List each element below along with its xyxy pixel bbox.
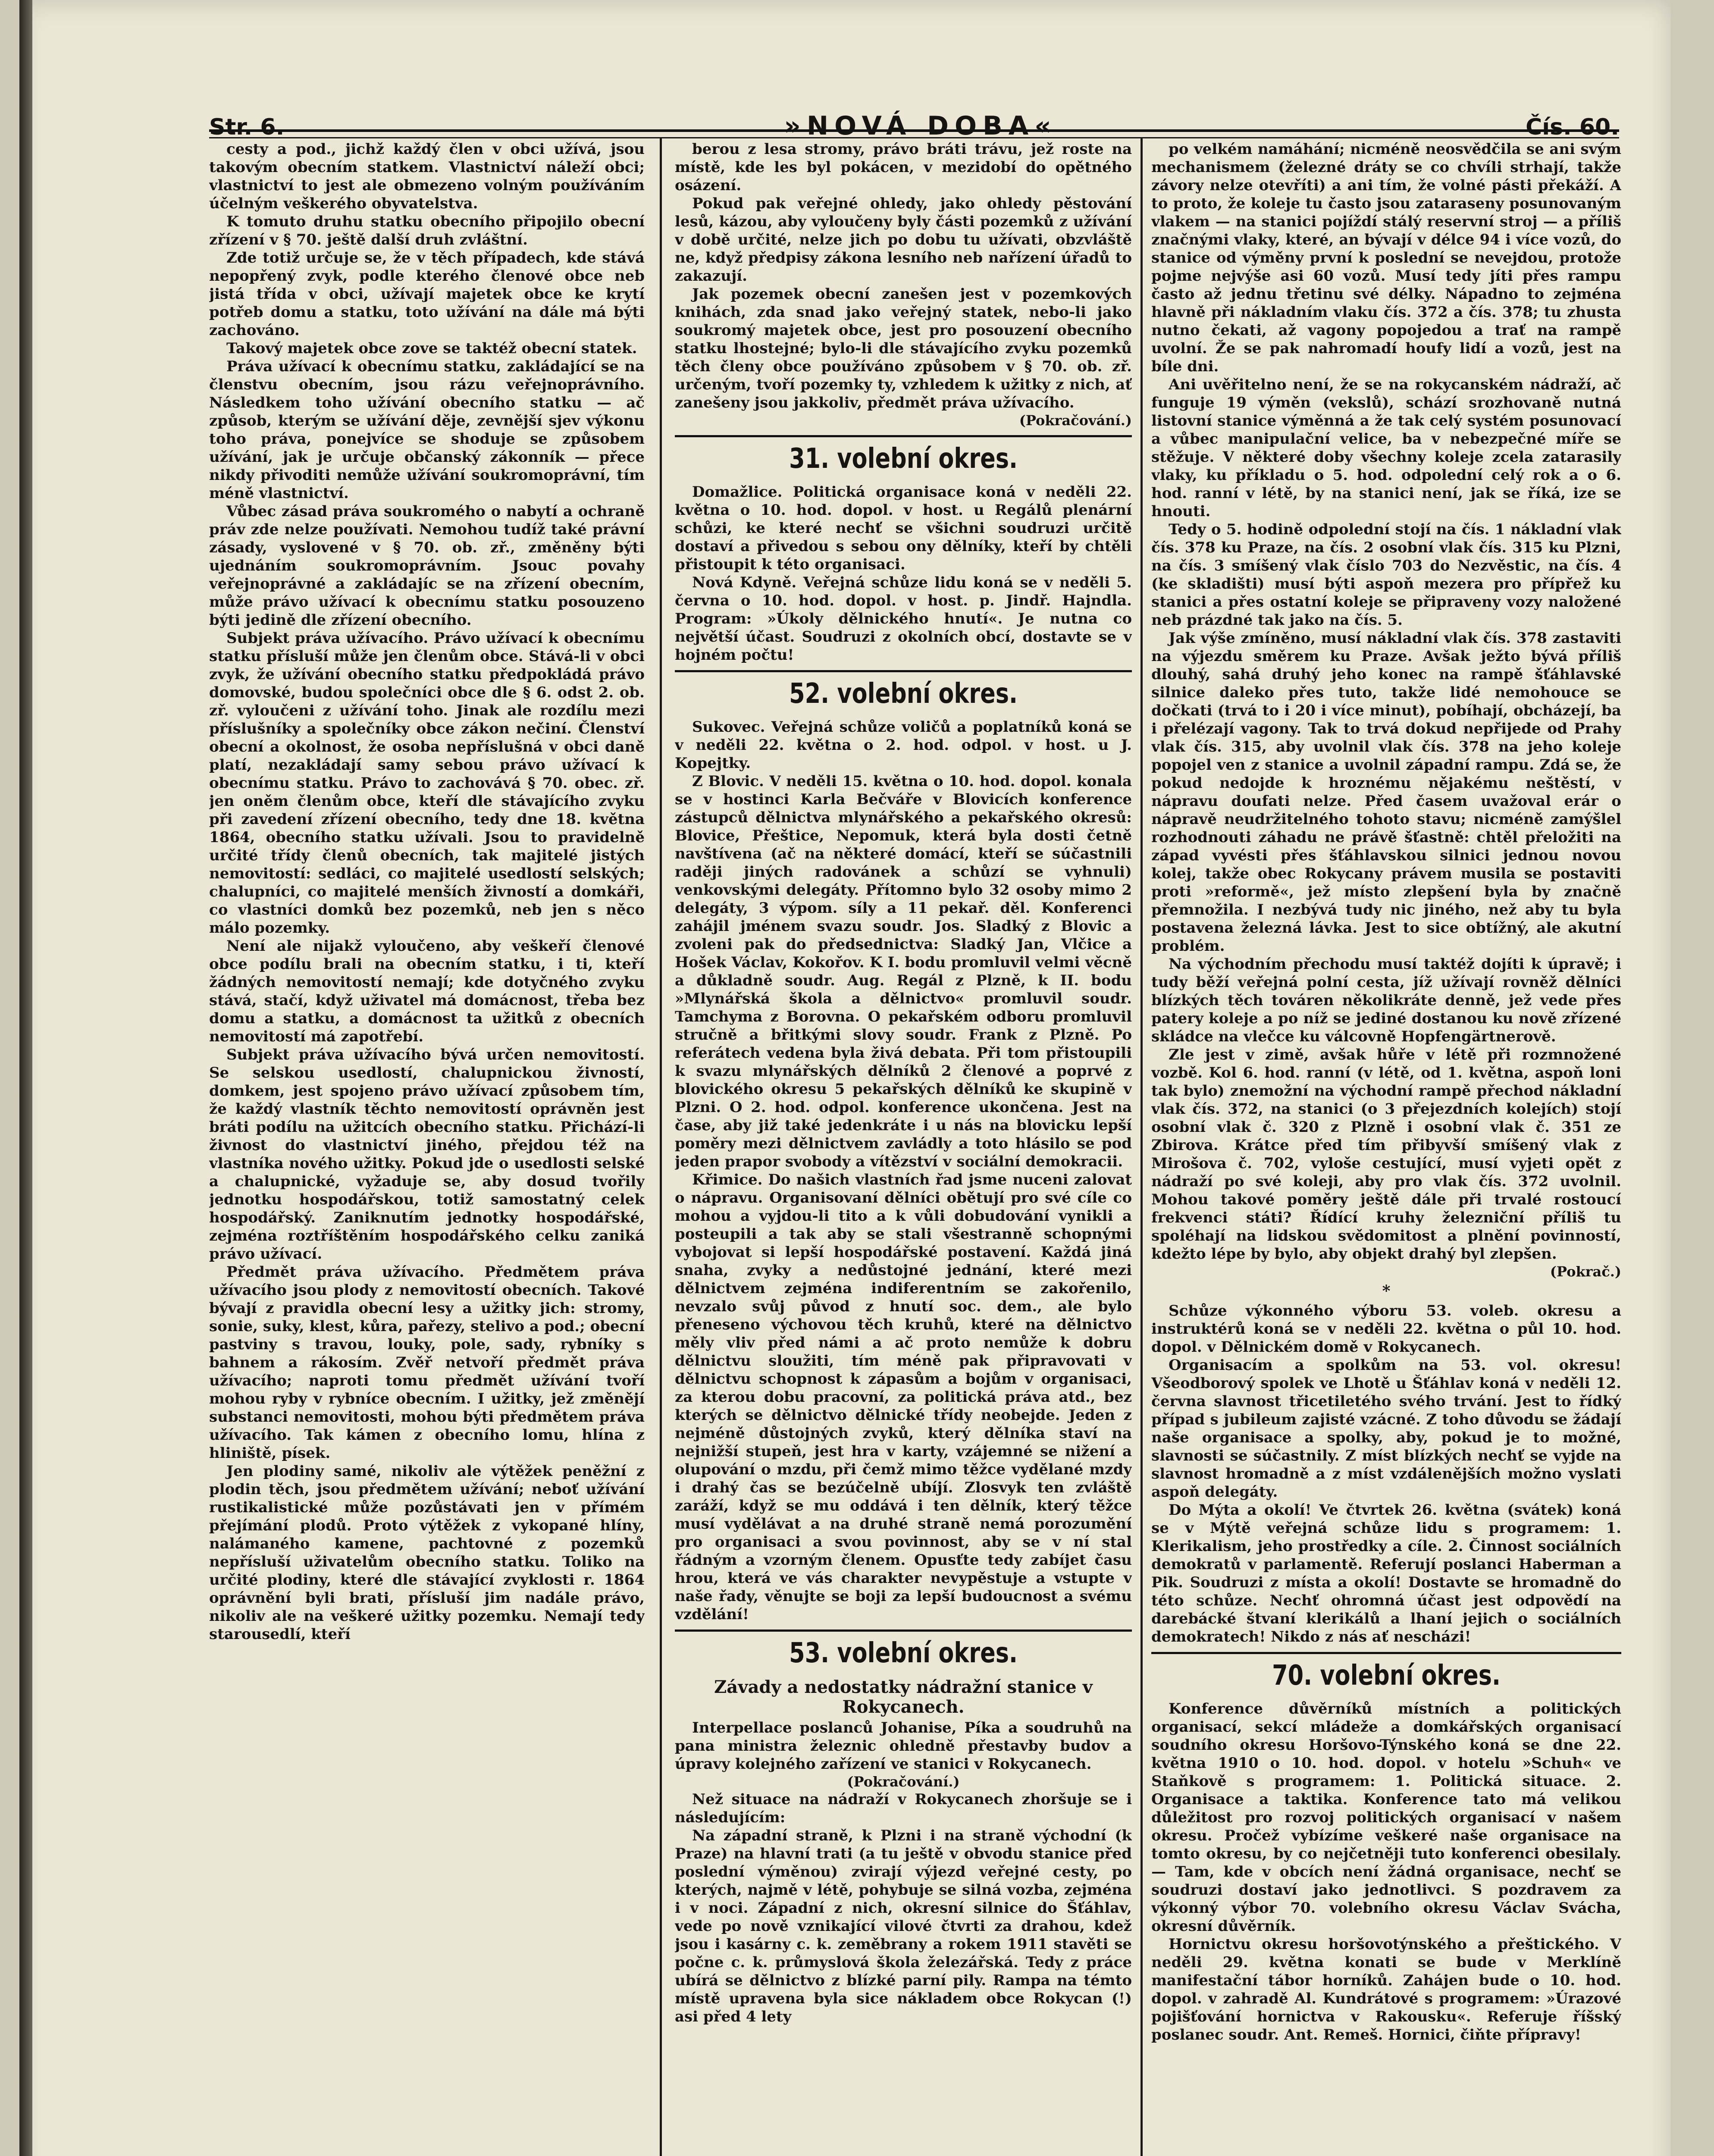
notice-paragraph: Schůze výkonného výboru 53. voleb. okresu a instruktérů koná se v neděli 22. května o půl 10. hod. dopol. v Dělnickém domě v Rokycanech. (1151, 1302, 1621, 1356)
page-header (209, 106, 1619, 144)
article-paragraph: Jen plodiny samé, nikoliv ale výtěžek peněžní z plodin těch, jsou předmětem užívání; neboť užívání rustikalistické může pozůstávati jen v přímém přejímání plodů. Proto výtěžek z vykopané hlíny, nalámaného kamene, pachtovné z pozemků nepřísluší uživatelům obecního statku. Toliko na určité plodiny, které dle stávající zvyklosti r. 1864 oprávnění byli brati, přísluší jim nadále právo, nikoliv ale na veškeré užitky pozemku. Nemají tedy starousedlí, kteří (209, 1463, 645, 1643)
article-paragraph: Subjekt práva užívacího bývá určen nemovitostí. Se selskou usedlostí, chalupnickou živností, domkem, jest spojeno právo užívací způsobem tím, že každý vlastník těchto nemovitostí oprávněn jest bráti podílu na užitcích obecního statku. Přichází-li živnost do vlastnictví jiného, přejdou též na vlastníka nového užitky. Pokud jde o usedlosti selské a chalupnické, vyžaduje se, aby dosud tvořily jednotku hospodářskou, totiž samostatný celek hospodářský. Zaniknutím jednotky hospodářské, zejména roztříštěním hospodářského celku zaniká právo užívací. (209, 1046, 645, 1263)
continuation-note: (Pokračování.) (847, 1774, 960, 1790)
section-title-31: 31. volební okres. (789, 443, 1018, 475)
column-2 (675, 140, 1132, 2156)
article-paragraph: Na západní straně, k Plzni i na straně východní (k Praze) na hlavní trati (a tu ještě v obvodu stanice před poslední výměnou) zvirají výjezd veřejné cesty, po kterých, najmě v létě, pohybuje se silná vozba, zejména i v noci. Západní z nich, okresní silnice do Šťáhlav, vede po nově vznikající vilové čtvrti za drahou, kdež jsou i kasárny c. k. zeměbrany a rokem 1911 stavěti se počne c. k. průmyslová škola železářská. Tedy z práce ubírá se dělnictvo z blízké parní pily. Rampa na témto místě upravena byla sice nákladem obce Rokycan (!) asi před 4 lety (675, 1827, 1132, 2025)
section-rule (675, 1630, 1132, 1632)
section-rule (675, 670, 1132, 672)
column-divider (660, 138, 662, 2156)
article-paragraph: Pokud pak veřejné ohledy, jako ohledy pěstování lesů, kázou, aby vyloučeny byly části pozemků z užívání v době určité, nelze jich po dobu tu užívati, obzvláště ne, když předpisy zákona lesního neb nařízení úřadů to zakazují. (675, 195, 1132, 285)
article-paragraph: Jak výše zmíněno, musí nákladní vlak čís. 378 zastaviti na výjezdu směrem ku Praze. Avšak ježto bývá příliš dlouhý, sahá druhý jeho konec na rampě šťáhlavské silnice daleko přes tuto, takže lidé nemohouce se dočkati (trvá to i 20 i více minut), pobíhají, obcházejí, ba i přelézají vagony. Tak to trvá dokud nepřijede od Prahy vlak čís. 315, aby uvolnil vlak čís. 378 na jeho koleje popojel ven z stanice a uvolnil západní rampu. Zdá se, že pokud nedojde k hroznému nějakému neštěstí, v nápravu doufati nelze. Před časem uvažoval erár o nápravě neudržitelného tohoto stavu; nicméně zamýšlel rozhodnouti záhadu ne právě šťastně: chtěl přeložiti na západ vyvésti přes šťáhlavskou silnici jednou novou kolej, takže obec Rokycany právem musila se postaviti proti »reformě«, jež místo zlepšení byla by značně přemnožila. I nezbývá tudy nic jiného, než aby tu byla postavena železná lávka. Jest to sice obtížný, ale akutní problém. (1151, 630, 1621, 955)
article-paragraph: po velkém namáhání; nicméně neosvědčila se ani svým mechanismem (železné dráty se co chvíli strhají, takže závory nelze otevříti) a ani tím, že volné pásti překáží. A to proto, že koleje tu často jsou zataraseny posunovaným vlakem — na stanici pojíždí stálý reservní stroj — a příliš značnými vlaky, které, an bývají v délce 94 i více vozů, do stanice od výměny první k poslední se nevejdou, protože pojme nejvýše asi 60 vozů. Musí tedy jíti přes rampu často až jednu třetinu své délky. Nápadno to zejména hlavně při nákladním vlaku čís. 372 a čís. 378; tu zhusta nutno čekati, až vagony popojedou a trať na rampě uvolní. Že se pak nahromadí houfy lidí a vozů, jest na bíle dni. (1151, 141, 1621, 375)
article-paragraph: Tedy o 5. hodině odpolední stojí na čís. 1 nákladní vlak čís. 378 ku Praze, na čís. 2 osobní vlak čís. 315 ku Plzni, na čís. 3 smíšený vlak číslo 703 do Nezvěstic, na čís. 4 (ke skladišti) musí býti aspoň mezera pro přípřež ku stanici a přes ostatní koleje se připraveny vozy naložené neb prázdné tak jako na čís. 5. (1151, 521, 1621, 629)
header-rule (209, 129, 1619, 138)
section-rule (675, 435, 1132, 437)
section-title-52: 52. volební okres. (789, 678, 1018, 710)
article-paragraph: Na východním přechodu musí taktéž dojíti k úpravě; i tudy běží veřejná polní cesta, jíž užívají rovněž dělníci blízkých těch továren několikráte denně, jež vede přes patery koleje a po níž se jediné dostanou ku nově zřízené skládce na vlečce ku válcovně Hopfengärtnerově. (1151, 956, 1621, 1045)
article-paragraph: Předmět práva užívacího. Předmětem práva užívacího jsou plody z nemovitostí obecních. Takové bývají z pravidla obecní lesy a užitky jich: stromy, sonie, suky, klest, kůra, pařezy, stelivo a pod.; obecní pastviny s travou, louky, pole, sady, rybníky s bahnem a rákosím. Zvěř netvoří předmět práva užívacího; naproti tomu předmět užívání tvoří mohou ryby v rybníce obecním. I užitky, jež změnějí substanci nemovitosti, mohou býti předmětem práva užívacího. Tak kámen z obecního lomu, hlína z hliniště, písek. (209, 1263, 645, 1462)
continuation-note: (Pokrač.) (1550, 1263, 1621, 1280)
page-spine-shadow (19, 0, 32, 2156)
article-paragraph: Není ale nijakž vyloučeno, aby veškeří členové obce podílu brali na obecním statku, i ti, kteří žádných nemovitostí nemají; kde dotyčného zvyku stává, stačí, když uživatel má domácnost, třeba bez domu a statku, a domácnost ta užitků z obecních nemovitostí má zapotřebí. (209, 937, 645, 1045)
separator-asterisk: * (1382, 1282, 1391, 1300)
notice-paragraph: Sukovec. Veřejná schůze voličů a poplatníků koná se v neděli 22. května o 2. hod. odpol. v host. u J. Kopejtky. (675, 718, 1132, 772)
section-title-53: 53. volební okres. (789, 1637, 1018, 1669)
column-divider (1141, 138, 1143, 2156)
section-rule (1151, 1652, 1621, 1654)
article-paragraph: Subjekt práva užívacího. Právo užívací k obecnímu statku přísluší může jen členům obce. Stává-li v obci zvyk, že užívání obecního statku předpokládá právo domovské, budou společníci obce dle § 6. odst 2. ob. zř. vyloučeni z užívání toho. Jinak ale rozdílu mezi příslušníky a společníky obce zákon nečiní. Členství obecní a okolnost, že osoba nepříslušná v obci daně platí, nezakládají samy sebou právo užívací k obecnímu statku. Právo to zachovává § 70. obec. zř. jen oněm členům obce, kteří dle stávajícího zvyku při zavedení zřízení obecního, tedy dne 18. května 1864, obecního statku užívali. Jsou to pravidelně určité třídy členů obecních, tak majitelé jistých nemovitostí: sedláci, co majitelé usedlostí selských; chalupníci, co majitelé menších živností a domkáři, co vlastníci domků bez pozemků, neb jen s něco málo pozemky. (209, 630, 645, 937)
notice-paragraph: Hornictvu okresu horšovotýnského a přeštického. V neděli 29. května konati se bude v Merklíně manifestační tábor horníků. Zahájen bude o 10. hod. dopol. v zahradě Al. Kundrátové s programem: »Úrazové pojišťování hornictva v Rakousku«. Referuje říšský poslanec soudr. Ant. Remeš. Hornici, čiňte přípravy! (1151, 1936, 1621, 2043)
column-3 (1151, 140, 1621, 2156)
article-paragraph: Než situace na nádraží v Rokycanech zhoršuje se i následujícím: (675, 1791, 1132, 1826)
article-heading: Závady a nedostatky nádražní stanice v Rokycanech. (714, 1677, 1093, 1717)
newspaper-page (19, 0, 1671, 2156)
column-1 (209, 140, 645, 2156)
article-paragraph: Zle jest v zimě, avšak hůře v létě při rozmnožené vozbě. Kol 6. hod. ranní (v létě, od 1. května, aspoň loni tak bylo) znemožní na východní rampě přechod nákladní vlak čís. 372, na stanici (o 3 přejezdních kolejích) stojí osobní vlak č. 320 z Plzně i osobní vlak č. 351 ze Zbirova. Krátce před tím přibyvší smíšený vlak z Mirošova č. 702, vyloše cestující, musí vyjeti opět z nádraží po své koleji, aby pro vlak čís. 372 uvolnil. Mohou takové poměry ještě dále při trvalé rostoucí frekvenci státi? Řídící kruhy železniční příliš tu spoléhají na lidskou svědomitost a plnění povinností, kdežto lépe by bylo, aby objekt drahý byl zlepšen. (1151, 1046, 1621, 1263)
article-paragraph: Interpellace poslanců Johanise, Píka a soudruhů na pana ministra železnic ohledně přestavby budov a úpravy kolejného zařízení ve stanici v Rokycanech. (675, 1719, 1132, 1773)
notice-paragraph: Organisacím a spolkům na 53. vol. okresu! Všeodborový spolek ve Lhotě u Šťáhlav koná v neděli 12. června slavnost třicetiletého svého trvání. Jest to řídký případ s jubileum zajisté vzácné. Z toho důvodu se žádají naše organisace a spolky, aby, pokud je to možné, slavnosti se súčastnily. Z míst blízkých nechť se vyjde na slavnost hromadně a z míst vzdálenějších možno vyslati aspoň delegáty. (1151, 1357, 1621, 1501)
article-paragraph: Práva užívací k obecnímu statku, zakládající se na členstvu obecním, jsou rázu veřejnoprávního. Následkem toho užívání obecního statku — ač způsob, kterým se užívání děje, zevnější sjev výkonu toho práva, ponejvíce se shoduje se způsobem užívání, jak je určuje občanský zákonník — přece nikdy přivoditi nemůže užívání soukromoprávní, tím méně vlastnictví. (209, 358, 645, 502)
article-paragraph: Jak pozemek obecní zanešen jest v pozemkových knihách, zda snad jako veřejný statek, nebo-li jako soukromý majetek obce, jest pro posouzení obecního statku lhostejné; bylo-li dle stávajícího zvyku pozemků těch členy obce používáno způsobem v § 70. ob. zř. určeným, tvoří pozemky ty, vzhledem k užitky z nich, ať zanešeny jsou jakkoliv, předmět práva užívacího. (675, 285, 1132, 411)
section-title-70: 70. volební okres. (1272, 1660, 1501, 1692)
notice-paragraph: Do Mýta a okolí! Ve čtvrtek 26. května (svátek) koná se v Mýtě veřejná schůze lidu s programem: 1. Klerikalism, jeho prostředky a cíle. 2. Činnost sociálních demokratů v parlamentě. Referují poslanci Haberman a Pik. Soudruzi z místa a okolí! Dostavte se hromadně do této schůze. Nechť ohromná účast jest odpovědí na darebácké štvaní klerikálů a lhaní jejich o sociálních demokratech! Nikdo z nás ať nescházi! (1151, 1501, 1621, 1645)
article-paragraph: K tomuto druhu statku obecního připojilo obecní zřízení v § 70. ještě další druh zvláštní. (209, 213, 645, 248)
notice-paragraph: Křimice. Do našich vlastních řad jsme nuceni zalovat o nápravu. Organisovaní dělníci obětují pro své cíle co mohou a vyjdou-li tito a k vůli dobudování vynikli a posteupili a tak aby se stali všestranně schopnými vybojovat si lepší hospodářské postavení. Každá jiná snaha, zvyky a nedůstojné jednání, které mezi dělnictvem zejména indiferentním se zakořenilo, nevzalo svůj původ z hnutí soc. dem., ale bylo přeneseno výchovou těch kruhů, které na dělnictvo měly vliv před námi a ač proto nemůže k dobru dělnictvu sloužiti, tím méně pak připravovati v dělnictvu schopnost k zápasům a bojům v organisaci, za kterou dobu pracovní, za politická práva atd., bez kterých se dělnictvo dělnické třídy neobejde. Jeden z nejméně důstojných zvyků, který dělníka staví na nejnižší stupeň, jest hra v karty, vzájemné se nižení a olupování o mzdu, při čemž mimo těžce vydělané mzdy i drahý čas se bezúčelně ubíjí. Zlosvyk ten zvláště zaráží, když se mu oddává i ten dělník, který těžce musí vydělávat a na druhé straně nemá porozumění pro organisaci a svou povinnost, aby se v ní stal řádným a vzorným členem. Opusťte tedy zabíjet času hrou, která ve vás charakter nevypěstuje a vstupte v naše řady, věnujte se boji za lepší budoucnost a svému vzdělání! (675, 1171, 1132, 1623)
article-paragraph: Vůbec zásad práva soukromého o nabytí a ochraně práv zde nelze používati. Nemohou tudíž také právní zásady, vyslovené v § 70. ob. zř., změněny býti ujednáním soukromoprávním. Jsouc povahy veřejnoprávné a zakládajíc se na zřízení obecním, může právo užívací k obecnímu statku posouzeno býti jedině dle zřízení obecního. (209, 503, 645, 629)
article-paragraph: berou z lesa stromy, právo bráti trávu, jež roste na místě, kde les byl pokácen, v mezidobí do opětného osázení. (675, 141, 1132, 194)
article-paragraph: Zde totiž určuje se, že v těch případech, kde stává nepopřený zvyk, podle kterého členové obce neb jistá třída v obci, užívají majetek obce ke krytí potřeb domu a statku, toto užívání na dále má býti zachováno. (209, 249, 645, 339)
article-paragraph: Ani uvěřitelno není, že se na rokycanském nádraží, ač funguje 19 výměn (vekslů), schází srozhovaně nutná listovní stanice výměnná a že tak celý systém posunovací a vůbec manipulační velice, ba v nebezpečné míře se stěžuje. V některé doby všechny koleje zcela zatarasily vlaky, ku příkladu o 5. hod. odpolední celý rok a o 6. hod. ranní v létě, by na stanici není, jak se říká, ize se hnouti. (1151, 376, 1621, 520)
page-number: Str. 6. (209, 114, 285, 140)
article-paragraph: Takový majetek obce zove se taktéž obecní statek. (226, 340, 637, 357)
issue-number: Čís. 60. (1526, 114, 1619, 140)
article-paragraph: cesty a pod., jichž každý člen v obci užívá, jsou takovým obecním statkem. Vlastnictví náleží obci; vlastnictví to jest ale obmezeno volným používáním účelným veškerého obyvatelstva. (209, 141, 645, 212)
notice-paragraph: Z Blovic. V neděli 15. května o 10. hod. dopol. konala se v hostinci Karla Bečváře v Blovicích konference zástupců dělnictva mlynářského a pekařského okresů: Blovice, Přeštice, Nepomuk, která byla dosti četně navštívena (ač na některé domácí, kteří se súčastnili raději jiných radovánek a schůzí se vyhnuli) venkovskými delegáty. Přítomno bylo 32 osoby mimo 2 delegáty, 3 výpom. síly a 11 pekař. děl. Konferenci zahájil jménem svazu soudr. Jos. Sladký z Blovic a zvoleni pak do předsednictva: Sladký Jan, Vlčice a Hošek Václav, Kokořov. K I. bodu promluvil velmi věcně a důkladně soudr. Aug. Regál z Plzně, k II. bodu »Mlynářská škola a dělnictvo« promluvil soudr. Tamchyma z Borovna. O pekařském odboru promluvil stručně a břitkými slovy soudr. Frank z Plzně. Po referátech vedena byla živá debata. Při tom přistoupili k svazu mlynářských dělníků 2 členové a poprvé z blovického okresu 5 pekařských dělníků ke skupině v Plzni. O 2. hod. odpol. konference ukončena. Jest na čase, aby již také jedenkráte i u nás na blovicku lepší poměry mezi dělnictvem zavládly a toto hlásilo se pod jeden prapor svobody a vítězství v sociální demokracii. (675, 773, 1132, 1170)
notice-paragraph: Nová Kdyně. Veřejná schůze lidu koná se v neděli 5. června o 10. hod. dopol. v host. p. Jindř. Hajndla. Program: »Úkoly dělnického hnutí«. Je nutna co největší účast. Soudruzi z okolních obcí, dostavte se v hojném počtu! (675, 574, 1132, 664)
continuation-note: (Pokračování.) (1019, 412, 1132, 429)
newspaper-title: »NOVÁ DOBA« (784, 111, 1057, 141)
notice-paragraph: Konference důvěrníků místních a politických organisací, sekcí mládeže a domkářských organisací soudního okresu Horšovo-Týnského koná se dne 22. května 1910 o 10. hod. dopol. v hotelu »Schuh« ve Staňkově s programem: 1. Politická situace. 2. Organisace a taktika. Konference tato má velikou důležitost pro rozvoj politických organisací v našem okresu. Pročež vybízíme veškeré naše organisace na tomto okresu, by co nejčetněji tuto konferenci obesilaly. — Tam, kde v obcích není žádná organisace, nechť se soudruzi dostaví jako jednotlivci. S pozdravem za výkonný výbor 70. volebního okresu Václav Svácha, okresní důvěrník. (1151, 1700, 1621, 1935)
notice-paragraph: Domažlice. Politická organisace koná v neděli 22. května o 10. hod. dopol. v host. u Regálů plenární schůzi, ke které nechť se všichni soudruzi určitě dostaví a přivedou s sebou ony dělníky, kteří by chtěli přistoupit k této organisaci. (675, 483, 1132, 573)
